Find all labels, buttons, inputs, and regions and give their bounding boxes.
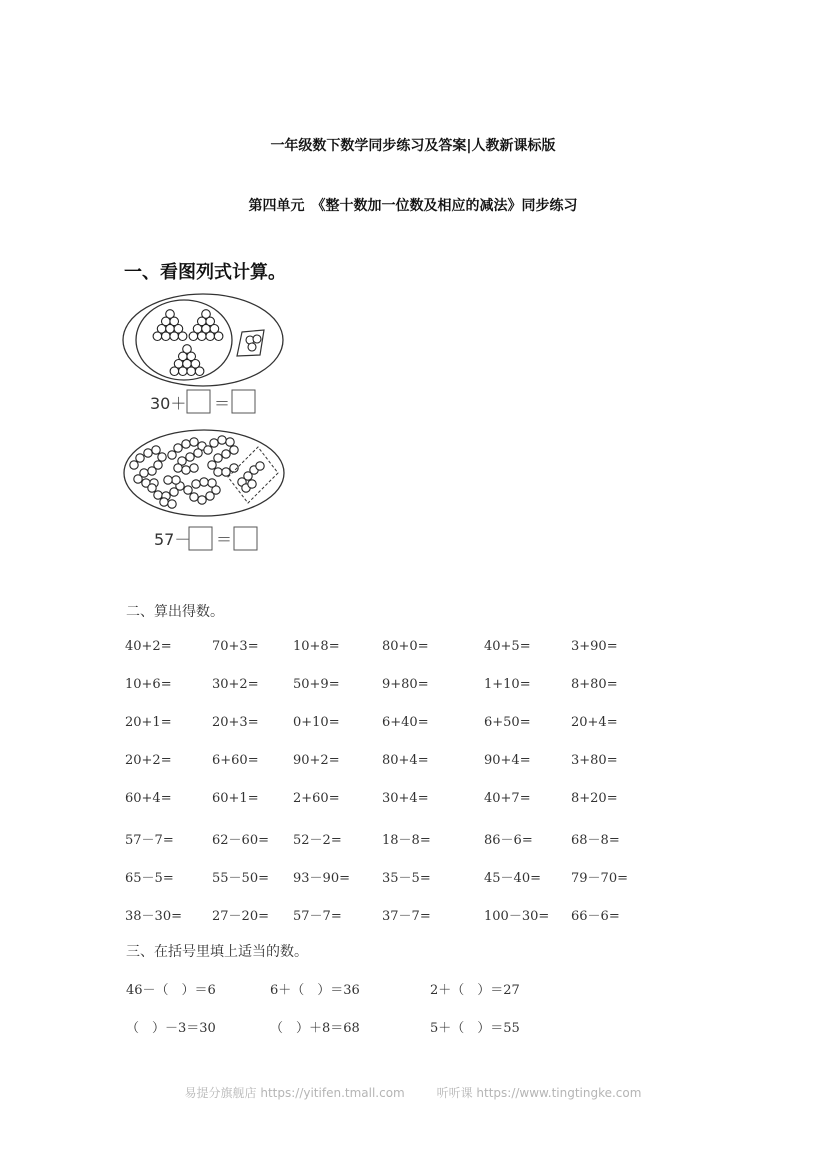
calc-item: 57－7= <box>293 909 342 924</box>
calc-item: 62－60= <box>212 833 269 848</box>
calc-item: 2+60= <box>293 791 340 806</box>
calc-item: 30+2= <box>212 677 259 692</box>
calc-item: 90+4= <box>484 753 531 768</box>
answer-box-1b[interactable] <box>232 390 255 413</box>
calc-item: 38－30= <box>125 909 182 924</box>
calc-item: 6+60= <box>212 753 259 768</box>
calc-item: 6+50= <box>484 715 531 730</box>
calc-item: 6+40= <box>382 715 429 730</box>
calc-item: 20+1= <box>125 715 172 730</box>
bead <box>186 453 194 461</box>
equation1-mid: ＝ <box>214 394 231 413</box>
calc-item: 50+9= <box>293 677 340 692</box>
bead <box>190 438 198 446</box>
calc-item: 80+4= <box>382 753 429 768</box>
calc-item: 20+4= <box>571 715 618 730</box>
bead <box>189 332 198 341</box>
calc-item: 93－90= <box>293 871 350 886</box>
bead <box>214 468 222 476</box>
bead <box>190 464 198 472</box>
calc-item: 10+6= <box>125 677 172 692</box>
bead <box>226 438 234 446</box>
calc-item: 80+0= <box>382 639 429 654</box>
calc-item: 27－20= <box>212 909 269 924</box>
bead <box>218 436 226 444</box>
footer-right: 听听课 https://www.tingtingke.com <box>436 1086 642 1100</box>
bead <box>164 476 172 484</box>
bead <box>184 486 192 494</box>
fill-blank-item: 5＋（ ）＝55 <box>430 1021 520 1036</box>
bead <box>153 332 162 341</box>
bead <box>182 440 190 448</box>
document-title: 一年级数下数学同步练习及答案|人教新课标版 <box>270 138 556 154</box>
calc-item: 20+2= <box>125 753 172 768</box>
bead <box>198 496 206 504</box>
bead <box>253 335 261 343</box>
bead-triangles <box>153 310 223 376</box>
calc-item: 70+3= <box>212 639 259 654</box>
bead <box>210 439 218 447</box>
boxed-beads <box>246 335 261 351</box>
bead <box>248 480 256 488</box>
bead <box>172 476 180 484</box>
calc-item: 55－50= <box>212 871 269 886</box>
calc-item: 60+4= <box>125 791 172 806</box>
calc-item: 45－40= <box>484 871 541 886</box>
bead <box>182 466 190 474</box>
bead <box>162 332 171 341</box>
bead <box>190 493 198 501</box>
bead <box>168 451 176 459</box>
bead <box>194 449 202 457</box>
calc-item: 3+80= <box>571 753 618 768</box>
fill-blank-item: 6＋（ ）＝36 <box>270 983 360 998</box>
bead <box>208 461 216 469</box>
calc-item: 86－6= <box>484 833 533 848</box>
bead <box>195 367 204 376</box>
bead <box>222 468 230 476</box>
bead <box>214 454 222 462</box>
section1-heading: 一、看图列式计算。 <box>124 262 286 283</box>
calc-item: 0+10= <box>293 715 340 730</box>
bead <box>144 449 152 457</box>
fill-blank-item: （ ）＋8＝68 <box>270 1021 360 1036</box>
calc-item: 18－8= <box>382 833 431 848</box>
section2-heading: 二、算出得数。 <box>126 604 224 620</box>
bead-chains <box>130 436 264 508</box>
calc-item: 8+80= <box>571 677 618 692</box>
calc-item: 65－5= <box>125 871 174 886</box>
bead <box>152 446 160 454</box>
bead <box>170 367 179 376</box>
footer <box>0 1084 826 1101</box>
calc-item: 40+2= <box>125 639 172 654</box>
equation2-left: 57－ <box>154 530 191 549</box>
calc-item: 66－6= <box>571 909 620 924</box>
calc-item: 37－7= <box>382 909 431 924</box>
calc-item: 68－8= <box>571 833 620 848</box>
footer-left: 易提分旗舰店 https://yitifen.tmall.com <box>184 1086 405 1100</box>
equation2-mid: ＝ <box>216 530 233 549</box>
calc-item: 52－2= <box>293 833 342 848</box>
calc-item: 8+20= <box>571 791 618 806</box>
calc-item: 40+5= <box>484 639 531 654</box>
bead <box>170 332 179 341</box>
bead <box>160 498 168 506</box>
dashed-crossout-box <box>228 447 278 503</box>
calc-item: 35－5= <box>382 871 431 886</box>
fill-blank-item: （ ）－3＝30 <box>126 1021 216 1036</box>
calc-item: 90+2= <box>293 753 340 768</box>
bead <box>158 453 166 461</box>
calc-item: 57－7= <box>125 833 174 848</box>
bead <box>148 467 156 475</box>
calc-item: 79－70= <box>571 871 628 886</box>
calc-item: 9+80= <box>382 677 429 692</box>
bead <box>198 332 207 341</box>
answer-box-2a[interactable] <box>189 527 212 550</box>
bead <box>192 480 200 488</box>
answer-box-1a[interactable] <box>187 390 210 413</box>
bead <box>179 367 188 376</box>
bead <box>130 461 138 469</box>
bead <box>148 484 156 492</box>
fill-blank-item: 46－（ ）＝6 <box>126 983 216 998</box>
calc-item: 60+1= <box>212 791 259 806</box>
bead <box>154 491 162 499</box>
section3-heading: 三、在括号里填上适当的数。 <box>126 944 308 960</box>
bead <box>136 454 144 462</box>
bead <box>168 500 176 508</box>
calc-item: 3+90= <box>571 639 618 654</box>
bead <box>256 462 264 470</box>
bead <box>214 332 223 341</box>
picture-problems <box>120 290 295 555</box>
bead <box>134 475 142 483</box>
calc-item: 40+7= <box>484 791 531 806</box>
bead <box>248 343 256 351</box>
bead <box>174 444 182 452</box>
calc-item: 1+10= <box>484 677 531 692</box>
calc-item: 10+8= <box>293 639 340 654</box>
bead <box>222 450 230 458</box>
fill-blank-item: 2＋（ ）＝27 <box>430 983 520 998</box>
equation1-left: 30＋ <box>150 394 187 413</box>
bead <box>187 367 196 376</box>
calc-item: 20+3= <box>212 715 259 730</box>
bead <box>208 479 216 487</box>
answer-box-2b[interactable] <box>234 527 257 550</box>
bead <box>178 332 187 341</box>
bead <box>200 478 208 486</box>
calc-item: 30+4= <box>382 791 429 806</box>
bead <box>206 332 215 341</box>
bead <box>204 446 212 454</box>
document-subtitle: 第四单元 《整十数加一位数及相应的减法》同步练习 <box>248 198 578 214</box>
bead <box>174 464 182 472</box>
bead <box>230 446 238 454</box>
calc-item: 100－30= <box>484 909 550 924</box>
